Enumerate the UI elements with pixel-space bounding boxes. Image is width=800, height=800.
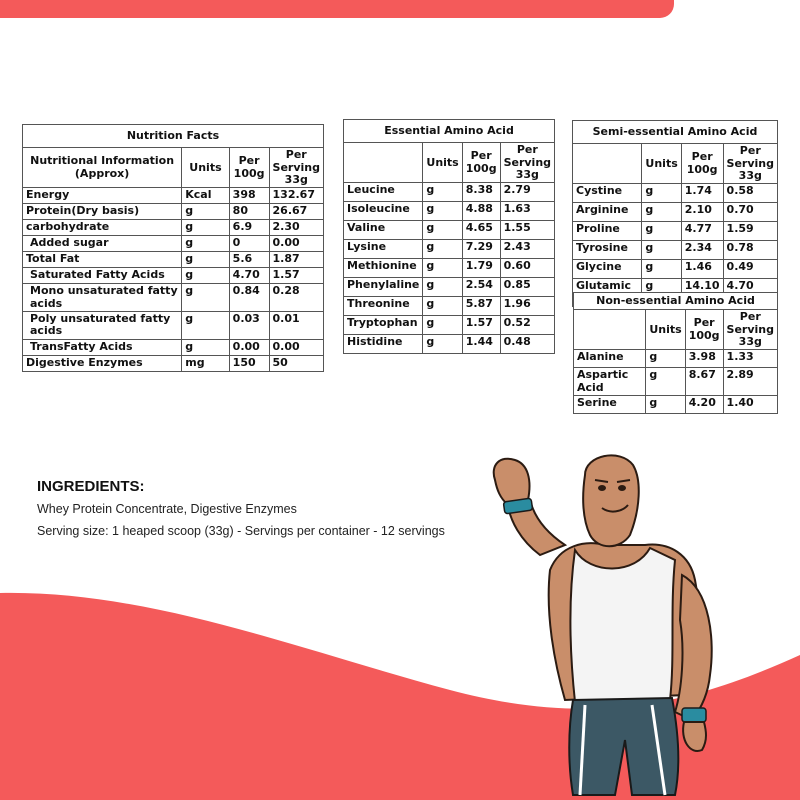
unit-cell: g [642,279,681,307]
column-header [573,144,642,184]
table-row [23,236,324,252]
value-cell: 2.54 [462,278,500,297]
value-cell: 1.46 [681,260,723,279]
ingredients-list: Whey Protein Concentrate, Digestive Enzymes [37,502,297,516]
unit-cell: g [646,350,685,368]
table-header-row [574,310,778,350]
row-label: Methionine [344,259,423,278]
value-cell: 4.65 [462,221,500,240]
table-row [573,184,778,203]
table-row [574,368,778,396]
unit-cell: g [423,335,462,354]
table-row [574,350,778,368]
value-cell: 1.57 [269,268,323,284]
value-cell: 4.20 [685,395,723,413]
value-cell: 1.63 [500,202,554,221]
value-cell: 0.48 [500,335,554,354]
column-header: Per Serving 33g [723,310,777,350]
table-row [344,183,555,202]
value-cell: 1.33 [723,350,777,368]
unit-cell: g [423,278,462,297]
column-header: Units [646,310,685,350]
table-row [23,188,324,204]
table-row [574,395,778,413]
unit-cell: g [423,221,462,240]
value-cell: 0.03 [229,311,269,339]
value-cell: 6.9 [229,220,269,236]
nutrition-facts-table [22,124,324,372]
table-row [573,222,778,241]
unit-cell: mg [182,355,229,371]
row-label: Valine [344,221,423,240]
unit-cell: g [646,368,685,396]
non-essential-amino-acid-table [573,292,778,414]
column-header: Per 100g [685,310,723,350]
value-cell: 4.70 [229,268,269,284]
table-row [573,241,778,260]
value-cell: 8.38 [462,183,500,202]
unit-cell: g [646,395,685,413]
value-cell: 0.85 [500,278,554,297]
table-row [573,203,778,222]
table-row [344,221,555,240]
row-label: Histidine [344,335,423,354]
row-label: Lysine [344,240,423,259]
row-label: Threonine [344,297,423,316]
table-title: Nutrition Facts [23,125,324,148]
value-cell: 0.00 [269,339,323,355]
table-row [344,240,555,259]
unit-cell: g [423,183,462,202]
serving-size-info: Serving size: 1 heaped scoop (33g) - Servings per container - 12 servings [37,524,445,538]
table-row [344,316,555,335]
value-cell: 132.67 [269,188,323,204]
unit-cell: g [182,252,229,268]
column-header: Nutritional Information (Approx) [23,148,182,188]
value-cell: 0.00 [269,236,323,252]
unit-cell: g [182,284,229,312]
row-label: Glycine [573,260,642,279]
unit-cell: g [182,268,229,284]
table-row [344,297,555,316]
value-cell: 0.52 [500,316,554,335]
column-header: Per Serving 33g [723,144,777,184]
row-label: carbohydrate [23,220,182,236]
table-row [23,311,324,339]
row-label: Energy [23,188,182,204]
value-cell: 0 [229,236,269,252]
value-cell: 4.77 [681,222,723,241]
value-cell: 1.87 [269,252,323,268]
value-cell: 14.10 [681,279,723,307]
unit-cell: g [642,222,681,241]
unit-cell: g [182,236,229,252]
value-cell: 8.67 [685,368,723,396]
table-row [344,335,555,354]
column-header: Per Serving 33g [500,143,554,183]
unit-cell: g [642,260,681,279]
unit-cell: g [423,240,462,259]
value-cell: 398 [229,188,269,204]
value-cell: 0.78 [723,241,777,260]
table-row [344,278,555,297]
table-row [573,260,778,279]
table-row [23,339,324,355]
value-cell: 0.84 [229,284,269,312]
unit-cell: g [182,311,229,339]
table-row [344,259,555,278]
row-label: Aspartic Acid [574,368,646,396]
column-header: Units [642,144,681,184]
table-row [23,252,324,268]
value-cell: 3.98 [685,350,723,368]
semi-essential-amino-acid-table [572,120,778,307]
table-title: Non-essential Amino Acid [574,293,778,310]
value-cell: 7.29 [462,240,500,259]
table-row [344,202,555,221]
row-label: Cystine [573,184,642,203]
column-header [574,310,646,350]
column-header [344,143,423,183]
unit-cell: g [642,241,681,260]
value-cell: 1.96 [500,297,554,316]
value-cell: 0.01 [269,311,323,339]
unit-cell: g [423,297,462,316]
row-label: Tyrosine [573,241,642,260]
row-label: Poly unsaturated fatty acids [23,311,182,339]
value-cell: 0.60 [500,259,554,278]
row-label: Proline [573,222,642,241]
table-row [23,284,324,312]
value-cell: 5.6 [229,252,269,268]
unit-cell: g [642,184,681,203]
row-label: Serine [574,395,646,413]
row-label: TransFatty Acids [23,339,182,355]
value-cell: 2.10 [681,203,723,222]
value-cell: 5.87 [462,297,500,316]
row-label: Digestive Enzymes [23,355,182,371]
unit-cell: g [423,202,462,221]
table-row [23,204,324,220]
row-label: Phenylaline [344,278,423,297]
value-cell: 2.43 [500,240,554,259]
value-cell: 1.40 [723,395,777,413]
value-cell: 26.67 [269,204,323,220]
table-title: Essential Amino Acid [344,120,555,143]
row-label: Mono unsaturated fatty acids [23,284,182,312]
value-cell: 0.58 [723,184,777,203]
value-cell: 0.70 [723,203,777,222]
row-label: Saturated Fatty Acids [23,268,182,284]
row-label: Added sugar [23,236,182,252]
unit-cell: g [642,203,681,222]
table-row [23,220,324,236]
unit-cell: g [182,339,229,355]
value-cell: 4.70 [723,279,777,307]
value-cell: 1.59 [723,222,777,241]
row-label: Isoleucine [344,202,423,221]
value-cell: 1.55 [500,221,554,240]
column-header: Per Serving 33g [269,148,323,188]
value-cell: 150 [229,355,269,371]
value-cell: 2.30 [269,220,323,236]
table-header-row [23,148,324,188]
value-cell: 80 [229,204,269,220]
value-cell: 0.28 [269,284,323,312]
ingredients-section [37,478,445,546]
table-title: Semi-essential Amino Acid [573,121,778,144]
row-label: Total Fat [23,252,182,268]
unit-cell: g [182,204,229,220]
row-label: Tryptophan [344,316,423,335]
value-cell: 50 [269,355,323,371]
column-header: Units [182,148,229,188]
column-header: Per 100g [462,143,500,183]
value-cell: 2.89 [723,368,777,396]
table-header-row [344,143,555,183]
table-header-row [573,144,778,184]
value-cell: 0.49 [723,260,777,279]
table-row [23,355,324,371]
value-cell: 1.44 [462,335,500,354]
value-cell: 4.88 [462,202,500,221]
value-cell: 2.79 [500,183,554,202]
column-header: Per 100g [229,148,269,188]
row-label: Protein(Dry basis) [23,204,182,220]
column-header: Per 100g [681,144,723,184]
unit-cell: Kcal [182,188,229,204]
row-label: Glutamic [573,279,642,307]
value-cell: 0.00 [229,339,269,355]
value-cell: 2.34 [681,241,723,260]
muscular-man-mascot-illustration [470,450,740,800]
essential-amino-acid-table [343,119,555,354]
column-header: Units [423,143,462,183]
value-cell: 1.57 [462,316,500,335]
value-cell: 1.79 [462,259,500,278]
value-cell: 1.74 [681,184,723,203]
unit-cell: g [182,220,229,236]
unit-cell: g [423,316,462,335]
row-label: Leucine [344,183,423,202]
ingredients-heading: INGREDIENTS: [37,478,145,495]
row-label: Alanine [574,350,646,368]
unit-cell: g [423,259,462,278]
table-row [23,268,324,284]
row-label: Arginine [573,203,642,222]
